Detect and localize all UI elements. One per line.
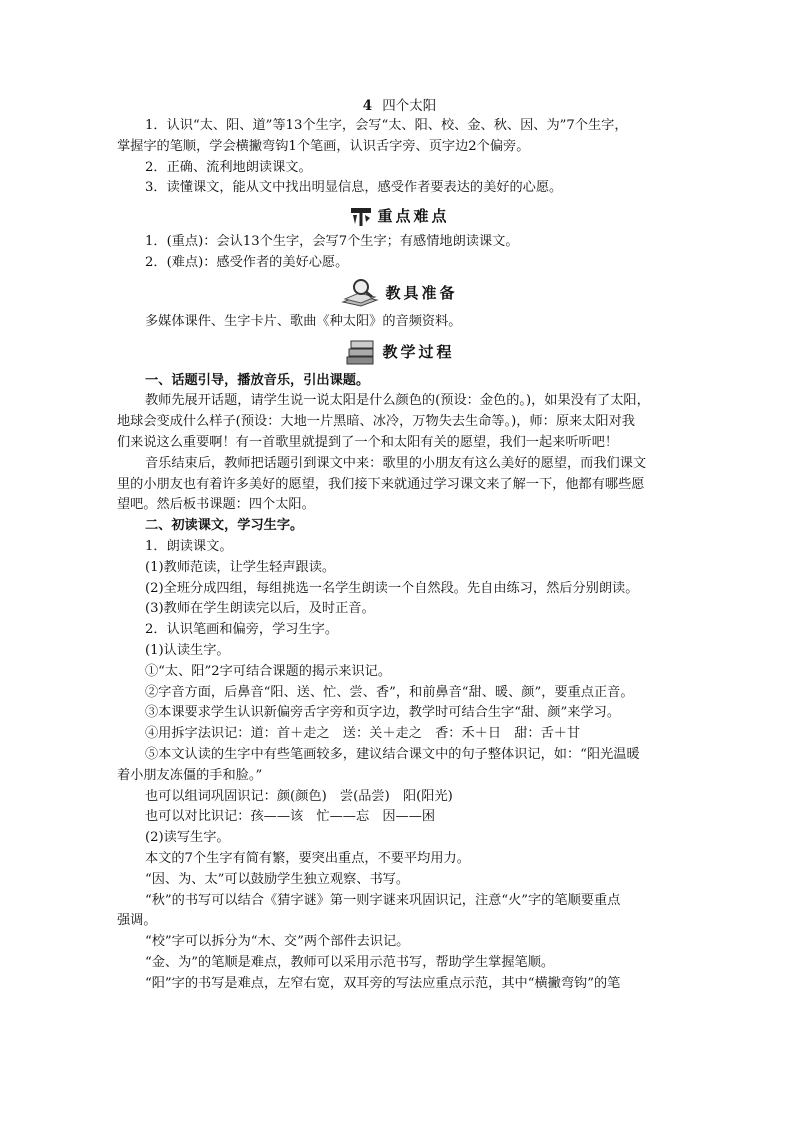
list-item: 着小朋友冻僵的手和脸。” xyxy=(117,767,263,783)
objective-line: 3．读懂课文，能从文中找出明显信息，感受作者要表达的美好的心愿。 xyxy=(145,180,563,196)
lesson-title-text: 四个太阳 xyxy=(382,98,437,114)
list-item: “校”字可以拆分为“木、交”两个部件去识记。 xyxy=(145,934,410,950)
list-item: (1)认读生字。 xyxy=(145,642,230,658)
lesson-number: 4 xyxy=(362,98,373,114)
list-item: ⑤本文认读的生字中有些笔画较多，建议结合课文中的句子整体识记，如：“阳光温暖 xyxy=(145,746,640,762)
paragraph-line: 望吧。然后板书课题：四个太阳。 xyxy=(117,497,315,513)
objective-line: 2．正确、流利地朗读课文。 xyxy=(145,159,312,175)
list-item: “阳”字的书写是难点，左窄右宽，双耳旁的写法应重点示范，其中“横撇弯钩”的笔 xyxy=(145,975,621,991)
list-item: (2)读写生字。 xyxy=(145,830,230,846)
paragraph-line: 们来说这么重要啊！有一首歌里就提到了一个和太阳有关的愿望，我们一起来听听吧！ xyxy=(117,434,619,450)
section-keypoints-title: 重点难点 xyxy=(377,207,450,226)
paragraph-line: 里的小朋友也有着许多美好的愿望，我们接下来就通过学习课文来了解一下，他都有哪些愿 xyxy=(117,476,645,492)
paragraph-line: 音乐结束后，教师把话题引到课文中来：歌里的小朋友有这么美好的愿望，而我们课文 xyxy=(145,455,647,471)
list-item: “秋”的书写可以结合《猜字谜》第一则字谜来巩固识记，注意“火”字的笔顺要重点 xyxy=(145,892,621,908)
list-item: ③本课要求学生认识新偏旁舌字旁和页字边，教学时可结合生字“甜、颜”来学习。 xyxy=(145,705,621,721)
paragraph-line: 教师先展开话题，请学生说一说太阳是什么颜色的(预设：金色的。)，如果没有了太阳， xyxy=(145,393,650,409)
list-item: ④用拆字法识记：道：首＋走之 送：关＋走之 香：禾＋日 甜：舌＋甘 xyxy=(145,726,581,742)
list-item: “因、为、太”可以鼓励学生独立观察、书写。 xyxy=(145,871,410,887)
list-item: 2．认识笔画和偏旁，学习生字。 xyxy=(145,622,339,638)
list-item: 也可以组词巩固识记：颜(颜色) 尝(品尝) 阳(阳光) xyxy=(145,788,453,804)
objective-line: 1．认识“太、阳、道”等13个生字，会写“太、阳、校、金、秋、因、为”7个生字， xyxy=(145,118,628,133)
part2-heading: 二、初读课文，学习生字。 xyxy=(145,518,304,534)
part1-heading: 一、话题引导，播放音乐，引出课题。 xyxy=(145,372,370,388)
list-item: ②字音方面，后鼻音“阳、送、忙、尝、香”，和前鼻音“甜、暖、颜”，要重点正音。 xyxy=(145,684,634,700)
section-materials-header xyxy=(117,274,682,312)
list-item: 强调。 xyxy=(117,913,157,929)
list-item: ①“太、阳”2字可结合课题的揭示来识记。 xyxy=(145,663,392,679)
keypoint-line: 2．(难点)：感受作者的美好心愿。 xyxy=(145,254,349,270)
list-item: (2)全班分成四组，每组挑选一名学生朗读一个自然段。先自由练习，然后分别朗读。 xyxy=(145,580,639,596)
lesson-page xyxy=(117,96,682,994)
list-item: (3)教师在学生朗读完以后，及时正音。 xyxy=(145,601,375,617)
magnifier-book-icon xyxy=(341,278,381,308)
materials-line: 多媒体课件、生字卡片、歌曲《种太阳》的音频资料。 xyxy=(145,313,462,329)
section-process-header xyxy=(117,333,682,371)
section-keypoints-header xyxy=(117,199,682,232)
list-item: 1．朗读课文。 xyxy=(145,538,233,554)
list-item: 也可以对比识记：孩——该 忙——忘 因——困 xyxy=(145,809,436,825)
list-item: 本文的7个生字有简有繁，要突出重点，不要平均用力。 xyxy=(145,850,470,866)
arrow-target-icon xyxy=(349,204,373,228)
books-stack-icon xyxy=(344,337,378,367)
paragraph-line: 地球会变成什么样子(预设：大地一片黑暗、冰冷，万物失去生命等。)，师：原来太阳对我 xyxy=(117,414,635,430)
keypoint-line: 1．(重点)：会认13个生字，会写7个生字；有感情地朗读课文。 xyxy=(145,234,519,250)
list-item: “金、为”的笔顺是难点，教师可以采用示范书写，帮助学生掌握笔顺。 xyxy=(145,954,555,970)
lesson-title xyxy=(117,96,682,116)
list-item: (1)教师范读，让学生轻声跟读。 xyxy=(145,559,336,575)
section-process-title: 教学过程 xyxy=(382,343,455,362)
section-materials-title: 教具准备 xyxy=(385,284,458,303)
objective-line: 掌握字的笔顺，学会横撇弯钩1个笔画，认识舌字旁、页字边2个偏旁。 xyxy=(117,138,530,154)
